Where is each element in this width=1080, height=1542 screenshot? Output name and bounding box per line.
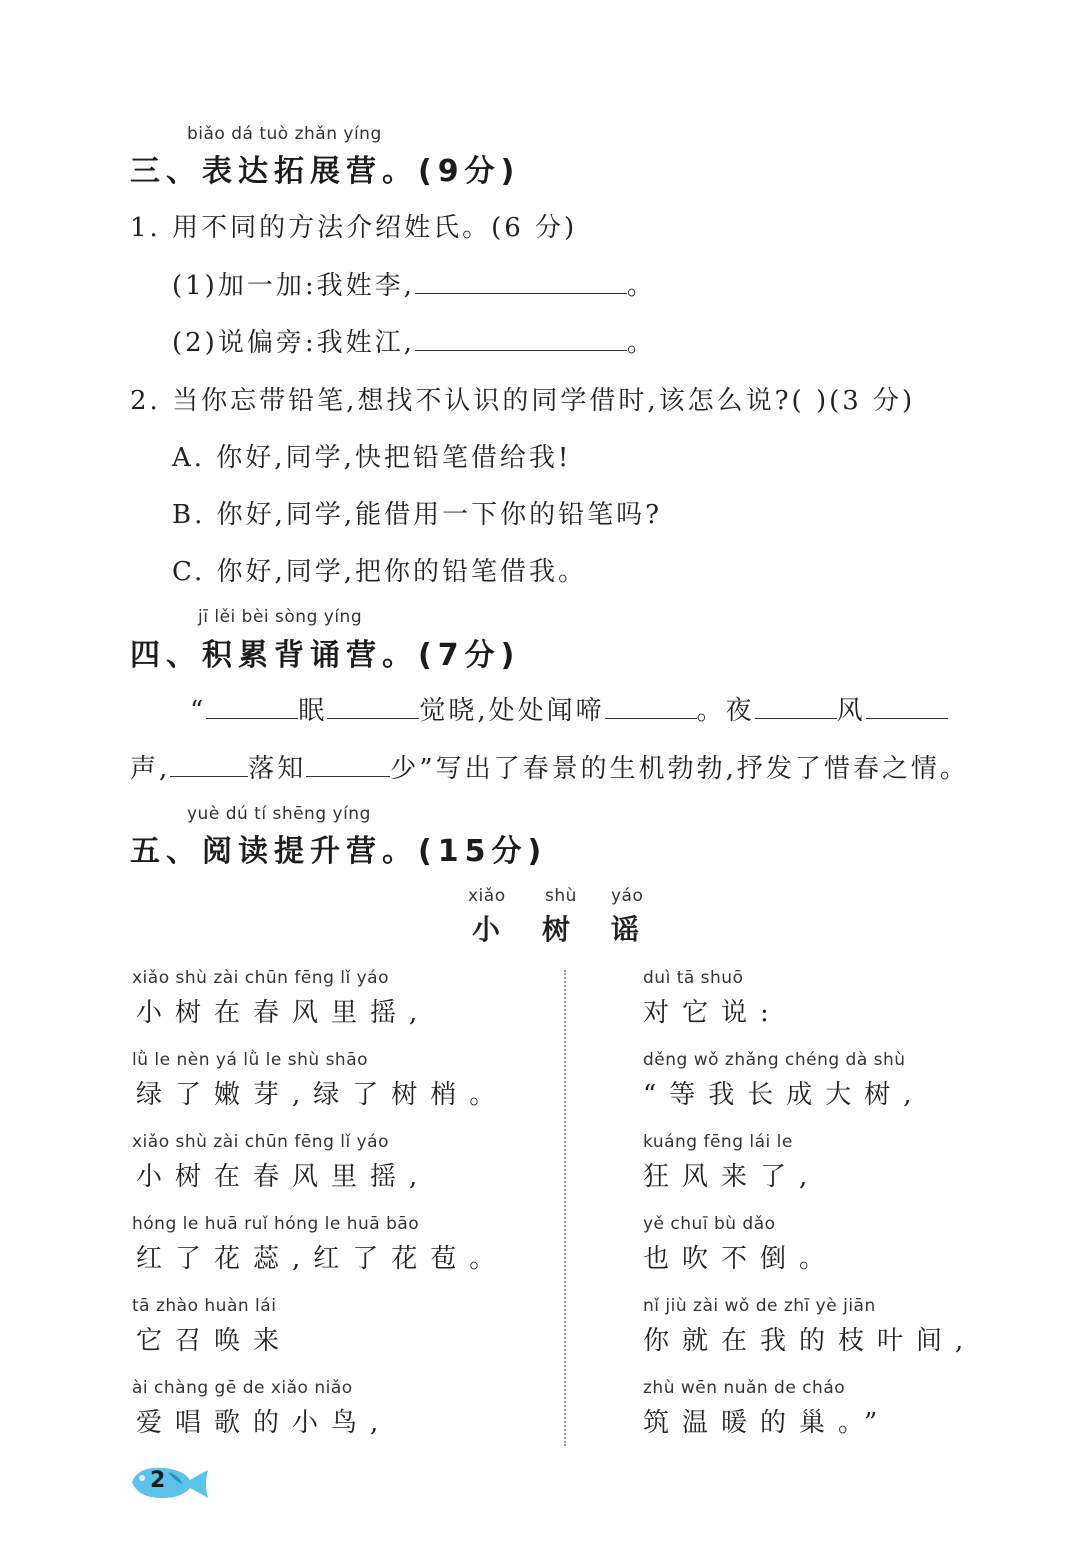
recitation-text-6: 落知 (248, 754, 307, 784)
badge-highlight (139, 1475, 145, 1481)
answer-blank-1[interactable] (415, 293, 627, 294)
poem-left-pinyin-3: xiǎo shù zài chūn fēng lǐ yáo (132, 1132, 389, 1152)
poem-left-line-4: 红了花蕊,红了花苞。 (136, 1244, 509, 1274)
poem-title-pinyin-1: xiǎo (468, 886, 506, 906)
recitation-line-2 (130, 748, 969, 785)
poem-left-line-5: 它召唤来 (136, 1326, 293, 1356)
section5-title: 五、阅读提升营。(15分) (130, 834, 548, 869)
option-a[interactable]: A. 你好,同学,快把铅笔借给我! (172, 443, 572, 473)
poem-right-line-4: 也吹不倒。 (643, 1244, 839, 1274)
poem-right-line-5: 你就在我的枝叶间, (643, 1326, 977, 1356)
option-b[interactable]: B. 你好,同学,能借用一下你的铅笔吗? (172, 500, 663, 530)
poem-left-pinyin-5: tā zhào huàn lái (132, 1296, 277, 1316)
poem-right-pinyin-3: kuáng fēng lái le (643, 1132, 793, 1152)
answer-blank-2[interactable] (415, 350, 627, 351)
poem-right-line-1: 对它说: (643, 998, 782, 1028)
poem-right-line-2: “等我长成大树, (643, 1080, 925, 1110)
poem-left-pinyin-6: ài chàng gē de xiǎo niǎo (132, 1378, 353, 1398)
section3-title: 三、表达拓展营。(9分) (130, 154, 521, 189)
poem-left-line-6: 爱唱歌的小鸟, (136, 1408, 392, 1438)
recitation-text-3: 。夜 (696, 696, 755, 726)
question-2: 2. 当你忘带铅笔,想找不认识的同学借时,该怎么说?( )(3 分) (130, 386, 916, 416)
poem-right-pinyin-6: zhù wēn nuǎn de cháo (643, 1378, 846, 1398)
section4-pinyin: jī lěi bèi sòng yíng (198, 607, 363, 627)
poem-left-line-1: 小树在春风里摇, (136, 998, 431, 1028)
poem-left-pinyin-2: lǜ le nèn yá lǜ le shù shāo (132, 1050, 369, 1070)
poem-right-line-6: 筑温暖的巢。” (643, 1408, 891, 1438)
page-number-badge (128, 1462, 212, 1502)
option-c[interactable]: C. 你好,同学,把你的铅笔借我。 (172, 557, 588, 587)
recitation-text-5: 声, (130, 754, 171, 784)
poem-right-line-3: 狂风来了, (643, 1162, 821, 1192)
question-1-part-2 (172, 322, 656, 359)
column-divider (564, 970, 566, 1446)
page-number: 2 (150, 1468, 166, 1493)
poem-left-line-2: 绿了嫩芽,绿了树梢。 (136, 1080, 509, 1110)
recitation-text-4: 风 (836, 696, 866, 726)
recitation-blank-7[interactable] (306, 776, 390, 777)
poem-title-pinyin-2: shù (545, 886, 577, 906)
recitation-blank-1[interactable] (206, 718, 298, 719)
poem-title-pinyin-3: yáo (611, 886, 644, 906)
recitation-text-7: 少”写出了春景的生机勃勃,抒发了惜春之情。 (390, 754, 969, 784)
poem-right-pinyin-4: yě chuī bù dǎo (643, 1214, 776, 1234)
recitation-blank-2[interactable] (327, 718, 419, 719)
section4-title: 四、积累背诵营。(7分) (130, 638, 521, 673)
poem-left-pinyin-1: xiǎo shù zài chūn fēng lǐ yáo (132, 968, 389, 988)
recitation-text-2: 觉晓,处处闻啼 (419, 696, 605, 726)
question-1-part-1-label: (1)加一加:我姓李, (172, 271, 415, 301)
recitation-blank-3[interactable] (605, 718, 697, 719)
badge-fish-body (132, 1468, 208, 1498)
recitation-blank-6[interactable] (170, 776, 248, 777)
poem-right-pinyin-5: nǐ jiù zài wǒ de zhī yè jiān (643, 1296, 876, 1316)
poem-title-char-2: 树 (542, 913, 571, 946)
question-1-part-2-label: (2)说偏旁:我姓江, (172, 328, 415, 358)
period: 。 (626, 328, 656, 358)
poem-right-pinyin-2: děng wǒ zhǎng chéng dà shù (643, 1050, 906, 1070)
question-1-part-1 (172, 265, 656, 302)
poem-left-pinyin-4: hóng le huā ruǐ hóng le huā bāo (132, 1214, 420, 1234)
poem-right-pinyin-1: duì tā shuō (643, 968, 744, 988)
poem-title-char-1: 小 (472, 913, 501, 946)
section3-pinyin: biǎo dá tuò zhǎn yíng (187, 124, 382, 144)
recitation-text-1: 眠 (298, 696, 328, 726)
section5-pinyin: yuè dú tí shēng yíng (187, 804, 371, 824)
question-1: 1. 用不同的方法介绍姓氏。(6 分) (130, 213, 578, 243)
poem-title-char-3: 谣 (611, 913, 640, 946)
period: 。 (626, 271, 656, 301)
open-quote: “ (190, 696, 207, 726)
recitation-line-1 (190, 690, 948, 727)
poem-left-line-3: 小树在春风里摇, (136, 1162, 431, 1192)
page-badge-graphic (128, 1462, 212, 1502)
recitation-blank-5[interactable] (866, 718, 948, 719)
recitation-blank-4[interactable] (755, 718, 837, 719)
